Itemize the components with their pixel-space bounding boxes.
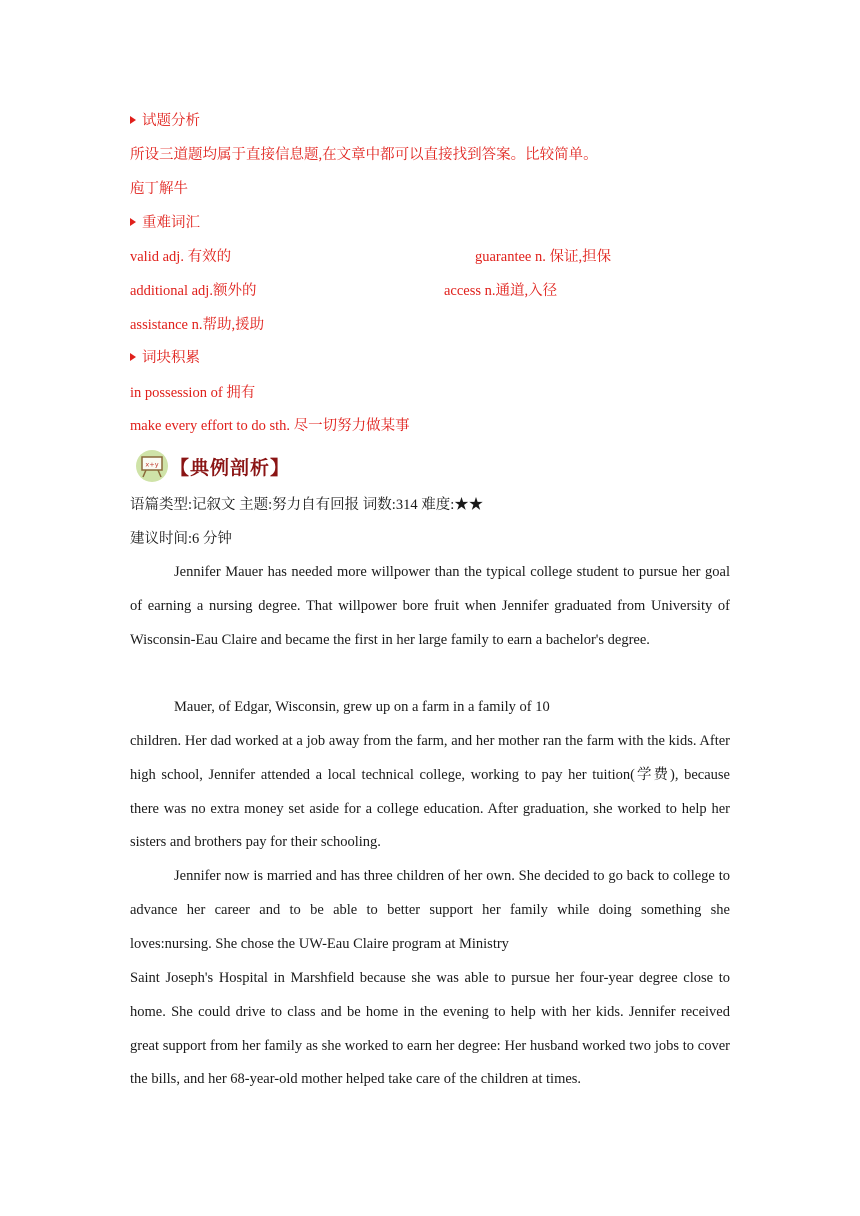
vocab-item-access: access n.通道,入径 bbox=[444, 283, 558, 299]
passage-paragraph-2-cont: children. Her dad worked at a job away from the farm, and her mother ran the farm with the kids. After high school, Jennifer attended a local technical college, working to pay her tuition(学费), because there was no extra money set aside for a college education. After graduation, she worked to help her sisters and brothers pay for their schooling. bbox=[130, 733, 730, 851]
blackboard-formula: x+y bbox=[145, 460, 159, 469]
analysis-heading-text: 试题分析 bbox=[142, 113, 200, 129]
passage-paragraph-3-cont: Saint Joseph's Hospital in Marshfield because she was able to pursue her four-year degree close to home. She could drive to class and be home in the evening to help with her kids. Jennifer received great support from her family as she worked to earn her degree: Her husband worked two jobs to cover the bills, and her 68-year-old mother helped take care of the children at times. bbox=[130, 970, 730, 1088]
phrase-item-effort: make every effort to do sth. 尽一切努力做某事 bbox=[130, 418, 410, 434]
triangle-bullet-icon bbox=[130, 116, 136, 124]
phrases-heading bbox=[130, 349, 200, 367]
vocab-item-valid: valid adj. 有效的 bbox=[130, 249, 232, 265]
triangle-bullet-icon bbox=[130, 353, 136, 361]
vocab-item-assistance: assistance n.帮助,援助 bbox=[130, 317, 265, 333]
passage-paragraph-2-start: Mauer, of Edgar, Wisconsin, grew up on a farm in a family of 10 bbox=[174, 699, 550, 715]
example-banner bbox=[136, 448, 290, 484]
blackboard-icon bbox=[136, 450, 168, 482]
phrase-item-possession: in possession of 拥有 bbox=[130, 385, 256, 401]
vocab-heading bbox=[130, 214, 200, 232]
passage-paragraph-3-start: Jennifer now is married and has three children of her own. She decided to go back to college to advance her career and to be able to better support her family while doing something she loves:nursing. She chose the UW-Eau Claire program at Ministry bbox=[130, 868, 730, 952]
vocab-item-guarantee: guarantee n. 保证,担保 bbox=[475, 249, 612, 265]
vocab-item-additional: additional adj.额外的 bbox=[130, 283, 257, 299]
passage-paragraph-1: Jennifer Mauer has needed more willpower than the typical college student to pursue her goal of earning a nursing degree. That willpower bore fruit when Jennifer graduated from University of Wisconsin-Eau Claire and became the first in her large family to earn a bachelor's degree. bbox=[130, 564, 730, 648]
suggested-time: 建议时间:6 分钟 bbox=[130, 531, 232, 547]
example-banner-title: 【典例剖析】 bbox=[170, 456, 291, 479]
phrases-heading-text: 词块积累 bbox=[142, 350, 200, 366]
vocab-heading-text: 重难词汇 bbox=[142, 215, 200, 231]
analysis-text: 所设三道题均属于直接信息题,在文章中都可以直接找到答案。比较简单。 bbox=[130, 147, 598, 163]
analysis-subtitle: 庖丁解牛 bbox=[130, 181, 188, 197]
analysis-heading bbox=[130, 112, 200, 130]
triangle-bullet-icon bbox=[130, 218, 136, 226]
passage-meta: 语篇类型:记叙文 主题:努力自有回报 词数:314 难度:★★ bbox=[130, 497, 484, 513]
